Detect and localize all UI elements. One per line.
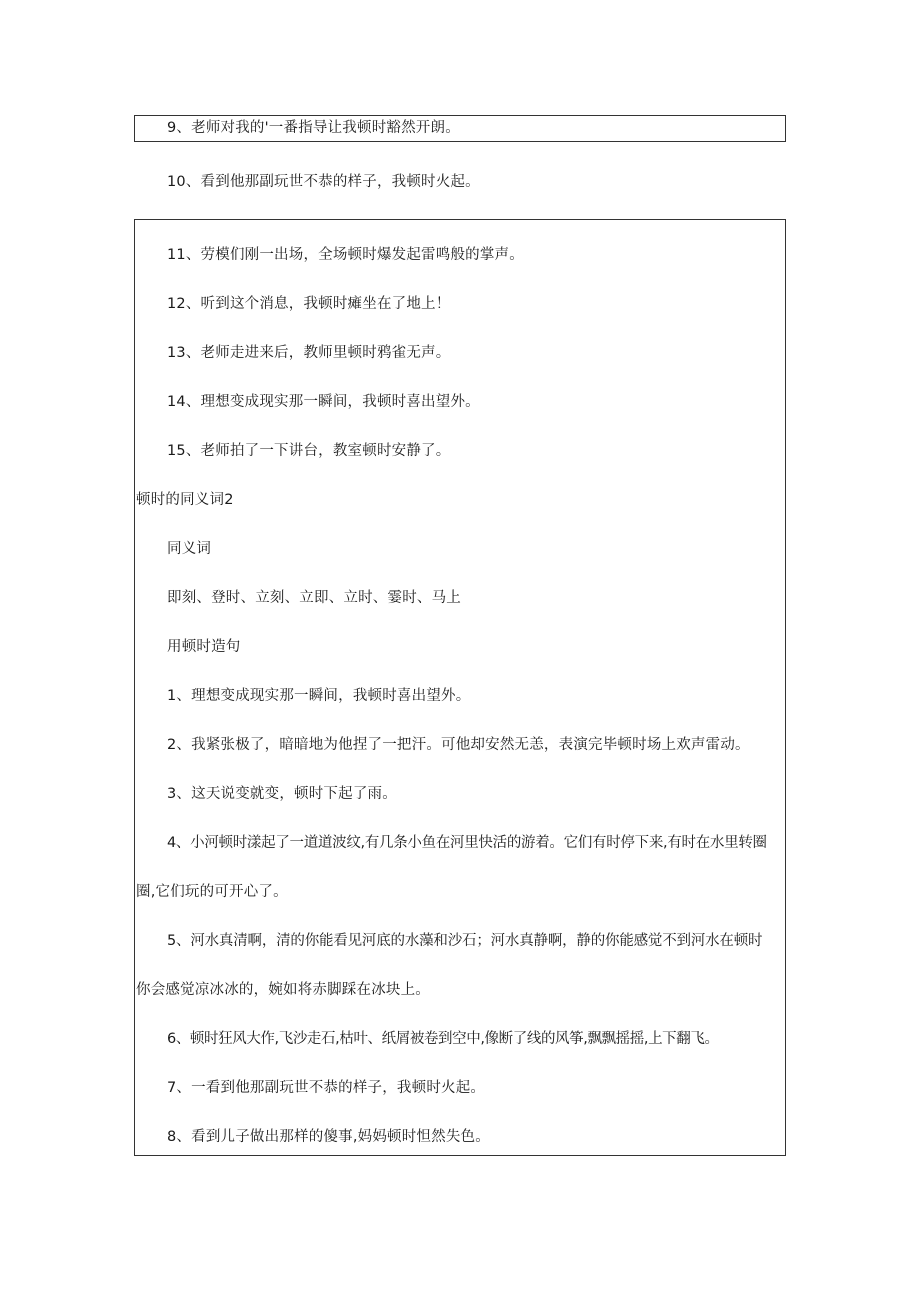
sentence-12: 12、听到这个消息，我顿时瘫坐在了地上！ xyxy=(167,296,451,312)
sentence-9: 9、老师对我的'一番指导让我顿时豁然开朗。 xyxy=(167,120,460,136)
examples-label: 用顿时造句 xyxy=(167,639,241,655)
sentence-14: 14、理想变成现实那一瞬间，我顿时喜出望外。 xyxy=(167,394,480,410)
sentence-10: 10、看到他那副玩世不恭的样子，我顿时火起。 xyxy=(167,174,480,190)
sentence-11: 11、劳模们刚一出场，全场顿时爆发起雷鸣般的掌声。 xyxy=(167,247,524,263)
sentence-15: 15、老师拍了一下讲台，教室顿时安静了。 xyxy=(167,443,451,459)
synonyms-label: 同义词 xyxy=(167,541,212,557)
synonyms-list: 即刻、登时、立刻、立即、立时、霎时、马上 xyxy=(167,590,461,606)
example-5: 5、河水真清啊，清的你能看见河底的水藻和沙石；河水真静啊，静的你能感觉不到河水在顿时 xyxy=(167,933,763,949)
example-4: 4、小河顿时漾起了一道道波纹,有几条小鱼在河里快活的游着。它们有时停下来,有时在水里转圈 xyxy=(167,835,767,851)
example-5-continued: 你会感觉凉冰冰的，婉如将赤脚踩在冰块上。 xyxy=(136,982,430,998)
example-6: 6、顿时狂风大作,飞沙走石,枯叶、纸屑被卷到空中,像断了线的风筝,飘飘摇摇,上下翻飞。 xyxy=(167,1031,719,1047)
example-2: 2、我紧张极了，暗暗地为他捏了一把汗。可他却安然无恙，表演完毕顿时场上欢声雷动。 xyxy=(167,737,750,753)
example-3: 3、这天说变就变，顿时下起了雨。 xyxy=(167,786,397,802)
section-heading: 顿时的同义词2 xyxy=(136,492,234,508)
example-7: 7、一看到他那副玩世不恭的样子，我顿时火起。 xyxy=(167,1080,486,1096)
example-4-continued: 圈,它们玩的可开心了。 xyxy=(136,884,288,900)
example-1: 1、理想变成现实那一瞬间，我顿时喜出望外。 xyxy=(167,688,471,704)
example-8: 8、看到儿子做出那样的傻事,妈妈顿时怛然失色。 xyxy=(167,1129,490,1145)
sentence-13: 13、老师走进来后，教师里顿时鸦雀无声。 xyxy=(167,345,451,361)
